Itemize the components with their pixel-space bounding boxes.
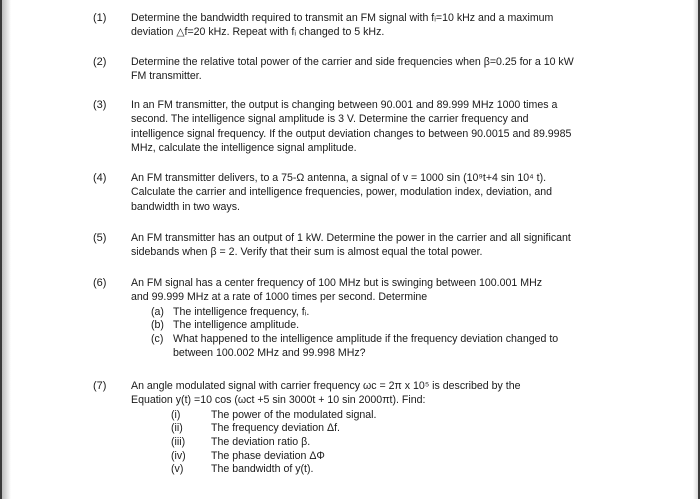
- sub-item-label: (c): [151, 333, 164, 345]
- sub-item: [131, 318, 601, 332]
- sub-item: [131, 305, 601, 319]
- question-text: [131, 98, 601, 156]
- sub-item: [131, 408, 601, 422]
- question-line: and 99.999 MHz at a rate of 1000 times per second. Determine: [131, 291, 428, 304]
- question-text: [131, 231, 601, 260]
- sub-item: [131, 462, 601, 476]
- question-line: deviation △f=20 kHz. Repeat with fᵢ changed to 5 kHz.: [131, 26, 385, 39]
- sub-item: [131, 421, 601, 435]
- sub-item-label: (iv): [171, 449, 186, 462]
- sub-item-text: The deviation ratio β.: [211, 436, 311, 448]
- question-text: [131, 276, 601, 359]
- sub-item: [131, 332, 601, 346]
- question-line: Determine the relative total power of the carrier and side frequencies when β=0.25 for a 10 kW: [131, 56, 574, 68]
- sub-item-text: The bandwidth of y(t).: [211, 463, 314, 476]
- sub-item-label: (a): [151, 305, 164, 318]
- sub-item-label: (b): [151, 319, 164, 332]
- sub-item-label: (v): [171, 463, 184, 476]
- question-number: (7): [93, 380, 107, 392]
- sub-item-text: The power of the modulated signal.: [211, 408, 377, 421]
- question-text: [131, 55, 601, 84]
- question-line: An FM signal has a center frequency of 100 MHz but is swinging between 100.001 MHz: [131, 277, 543, 289]
- sub-item-text: between 100.002 MHz and 99.998 MHz?: [173, 346, 366, 359]
- question-line: MHz, calculate the intelligence signal amplitude.: [131, 142, 357, 155]
- question-text: [131, 11, 601, 40]
- question-text: [131, 171, 601, 214]
- sub-item: [131, 435, 601, 449]
- sub-item-label: (ii): [171, 422, 183, 435]
- question-number: (6): [93, 277, 107, 289]
- question-number: (1): [93, 12, 107, 24]
- question-line: sidebands when β = 2. Verify that their sum is almost equal the total power.: [131, 246, 483, 259]
- sub-item-text: The intelligence frequency, fᵢ.: [173, 305, 310, 318]
- question-text: [131, 379, 601, 476]
- question-number: (3): [93, 99, 107, 111]
- sub-item-text: The frequency deviation Δf.: [211, 422, 340, 435]
- question-line: An FM transmitter delivers, to a 75-Ω antenna, a signal of v = 1000 sin (10⁹t+4 sin 10⁴ t).: [131, 172, 547, 184]
- question-line: Determine the bandwidth required to transmit an FM signal with fᵢ=10 kHz and a maximum: [131, 12, 554, 24]
- question-line: An FM transmitter has an output of 1 kW. Determine the power in the carrier and all significant: [131, 232, 571, 244]
- question-line: Calculate the carrier and intelligence frequencies, power, modulation index, deviation, and: [131, 186, 553, 199]
- question-line: An angle modulated signal with carrier frequency ωc = 2π x 10⁵ is described by the: [131, 380, 521, 392]
- sub-item-label: (iii): [171, 436, 186, 448]
- question-number: (2): [93, 56, 107, 68]
- question-number: (5): [93, 232, 107, 244]
- question-line: FM transmitter.: [131, 70, 202, 83]
- question-line: In an FM transmitter, the output is changing between 90.001 and 89.999 MHz 1000 times a: [131, 99, 558, 111]
- question-line: intelligence signal frequency. If the output deviation changes to between 90.0015 and 89.9985: [131, 127, 572, 140]
- question-line: Equation y(t) =10 cos (ωct +5 sin 3000t + 10 sin 2000πt). Find:: [131, 394, 426, 407]
- sub-item-label: (i): [171, 408, 181, 421]
- question-line: bandwidth in two ways.: [131, 200, 240, 213]
- question-number: (4): [93, 172, 107, 184]
- sub-item-text: The intelligence amplitude.: [173, 319, 300, 332]
- sub-item-text: The phase deviation ΔΦ: [211, 449, 325, 462]
- question-line: second. The intelligence signal amplitude is 3 V. Determine the carrier frequency and: [131, 113, 529, 126]
- sub-item: [131, 449, 601, 463]
- sub-item-continuation: [131, 346, 601, 360]
- sub-item-text: What happened to the intelligence amplitude if the frequency deviation changed to: [173, 333, 559, 345]
